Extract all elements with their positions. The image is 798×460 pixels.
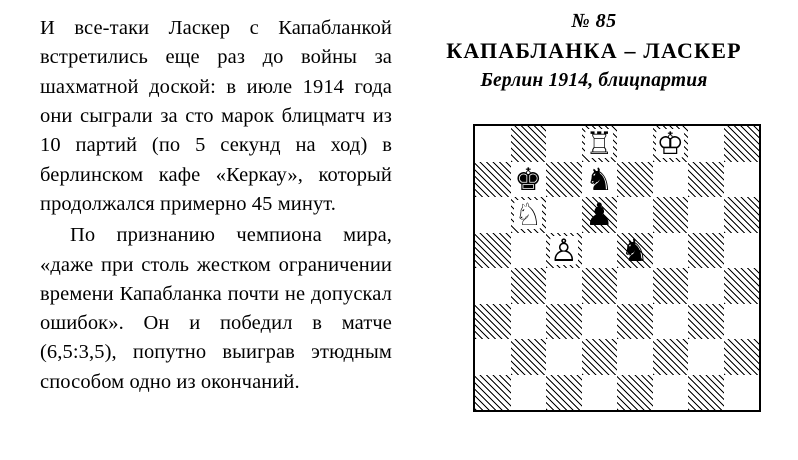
square-d4 — [582, 268, 618, 304]
white-pawn — [546, 233, 582, 269]
black-knight — [582, 162, 618, 198]
square-h3 — [724, 304, 760, 340]
square-g1 — [688, 375, 724, 411]
square-c8 — [546, 126, 582, 162]
square-b3 — [511, 304, 547, 340]
square-a3 — [475, 304, 511, 340]
square-a5 — [475, 233, 511, 269]
square-f6 — [653, 197, 689, 233]
square-b5 — [511, 233, 547, 269]
square-f4 — [653, 268, 689, 304]
black-king-glyph: ♚ — [514, 161, 543, 197]
square-f7 — [653, 162, 689, 198]
square-c6 — [546, 197, 582, 233]
square-d8 — [582, 126, 618, 162]
black-pawn-glyph: ♟ — [585, 197, 614, 233]
square-e2 — [617, 339, 653, 375]
square-d1 — [582, 375, 618, 411]
square-b1 — [511, 375, 547, 411]
black-knight-glyph: ♞ — [620, 232, 649, 268]
square-d3 — [582, 304, 618, 340]
square-e4 — [617, 268, 653, 304]
black-knight-glyph: ♞ — [585, 161, 614, 197]
square-f1 — [653, 375, 689, 411]
square-e8 — [617, 126, 653, 162]
white-rook — [582, 126, 618, 162]
body-text-column — [40, 14, 392, 397]
square-h4 — [724, 268, 760, 304]
square-h5 — [724, 233, 760, 269]
square-g3 — [688, 304, 724, 340]
square-c7 — [546, 162, 582, 198]
chess-board — [473, 124, 761, 412]
square-b2 — [511, 339, 547, 375]
square-f5 — [653, 233, 689, 269]
square-b7 — [511, 162, 547, 198]
square-h6 — [724, 197, 760, 233]
square-g2 — [688, 339, 724, 375]
paragraph-2: По признанию чемпиона мира, «даже при столь жестком ограничении времени Капабланка почти не допускал ошибок». Он и победил в матче (6,5:3,5), попутно выиграв этюдным способом одно из окончаний. — [40, 224, 392, 393]
white-rook-glyph: ♖ — [585, 126, 614, 162]
square-b6 — [511, 197, 547, 233]
square-b4 — [511, 268, 547, 304]
white-knight-glyph: ♘ — [514, 197, 543, 233]
square-h8 — [724, 126, 760, 162]
square-d2 — [582, 339, 618, 375]
square-h1 — [724, 375, 760, 411]
white-king-glyph: ♔ — [656, 126, 685, 162]
square-g8 — [688, 126, 724, 162]
square-e1 — [617, 375, 653, 411]
square-h7 — [724, 162, 760, 198]
square-g6 — [688, 197, 724, 233]
square-e3 — [617, 304, 653, 340]
square-a8 — [475, 126, 511, 162]
white-king — [653, 126, 689, 162]
game-event: Берлин 1914, блицпартия — [480, 70, 708, 91]
square-c5 — [546, 233, 582, 269]
square-d7 — [582, 162, 618, 198]
game-players: КАПАБЛАНКА – ЛАСКЕР — [446, 38, 742, 63]
white-knight — [511, 197, 547, 233]
square-f3 — [653, 304, 689, 340]
square-d5 — [582, 233, 618, 269]
black-king — [511, 162, 547, 198]
square-b8 — [511, 126, 547, 162]
square-c3 — [546, 304, 582, 340]
square-c4 — [546, 268, 582, 304]
square-e5 — [617, 233, 653, 269]
square-d6 — [582, 197, 618, 233]
square-h2 — [724, 339, 760, 375]
square-f8 — [653, 126, 689, 162]
square-a2 — [475, 339, 511, 375]
square-c2 — [546, 339, 582, 375]
square-e6 — [617, 197, 653, 233]
game-number: № 85 — [571, 10, 617, 32]
square-c1 — [546, 375, 582, 411]
square-g4 — [688, 268, 724, 304]
paragraph-1: И все-таки Ласкер с Капабланкой встретились еще раз до войны за шахматной доской: в июле 1914 года они сыграли за сто марок блицматч из 10 партий (по 5 секунд на ход) в берлинском кафе «Керкау», который продолжался примерно 45 минут. — [40, 17, 392, 215]
square-g7 — [688, 162, 724, 198]
chess-diagram — [473, 124, 761, 412]
white-pawn-glyph: ♙ — [549, 232, 578, 268]
black-knight — [617, 233, 653, 269]
square-a1 — [475, 375, 511, 411]
square-g5 — [688, 233, 724, 269]
square-a6 — [475, 197, 511, 233]
black-pawn — [582, 197, 618, 233]
square-e7 — [617, 162, 653, 198]
square-a4 — [475, 268, 511, 304]
game-heading — [420, 10, 768, 92]
square-f2 — [653, 339, 689, 375]
square-a7 — [475, 162, 511, 198]
